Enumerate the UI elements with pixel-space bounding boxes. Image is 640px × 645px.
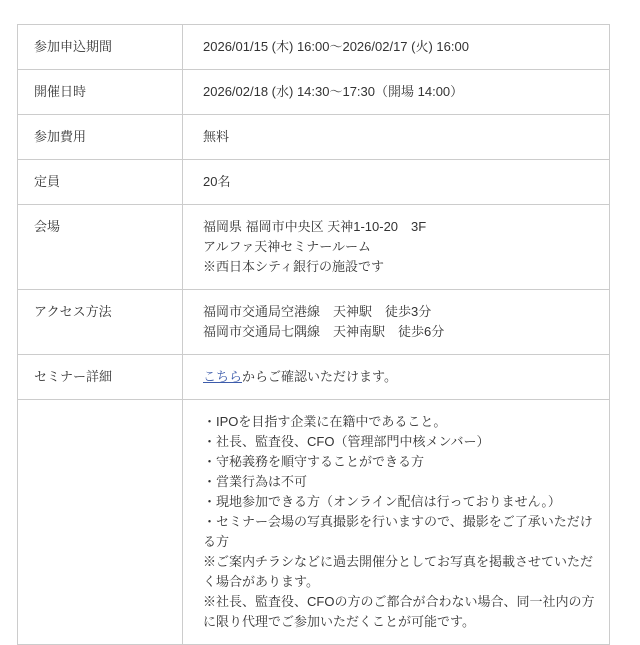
table-row-conditions — [18, 400, 610, 645]
link-following-text: からご確認いただけます。 — [242, 369, 397, 384]
row-label: 会場 — [18, 205, 183, 290]
row-label: セミナー詳細 — [18, 355, 183, 400]
condition-note: ※社長、監査役、CFOの方のご都合が合わない場合、同一社内の方に限り代理でご参加いただくことが可能です。 — [203, 594, 595, 629]
cell-line: 無料 — [203, 129, 230, 144]
row-value — [183, 25, 610, 70]
row-value — [183, 290, 610, 355]
cell-line: 福岡市交通局七隅線 天神南駅 徒歩6分 — [203, 324, 445, 339]
row-label: アクセス方法 — [18, 290, 183, 355]
table-row-application-period — [18, 25, 610, 70]
kochira-details-link[interactable]: こちら — [203, 369, 243, 384]
condition-item: ・守秘義務を順守することができる方 — [203, 454, 425, 469]
condition-item: ・営業行為は不可 — [203, 474, 308, 489]
cell-line: アルファ天神セミナールーム — [203, 239, 371, 254]
row-value — [183, 70, 610, 115]
table-row-access — [18, 290, 610, 355]
row-label — [18, 400, 183, 645]
row-label: 参加費用 — [18, 115, 183, 160]
cell-line: ※西日本シティ銀行の施設です — [203, 259, 384, 274]
cell-line: 2026/01/15 (木) 16:00〜2026/02/17 (火) 16:00 — [203, 39, 469, 54]
row-label: 開催日時 — [18, 70, 183, 115]
seminar-info-table — [17, 24, 610, 645]
condition-note: ※ご案内チラシなどに過去開催分としてお写真を掲載させていただく場合があります。 — [203, 554, 594, 589]
row-value — [183, 205, 610, 290]
row-label: 定員 — [18, 160, 183, 205]
cell-line: 福岡県 福岡市中央区 天神1-10-20 3F — [203, 219, 427, 234]
condition-item: ・社長、監査役、CFO（管理部門中核メンバー） — [203, 434, 490, 449]
table-row-venue — [18, 205, 610, 290]
row-value — [183, 400, 610, 645]
table-row-capacity — [18, 160, 610, 205]
cell-line — [203, 367, 595, 387]
table-row-fee — [18, 115, 610, 160]
row-value — [183, 355, 610, 400]
cell-line: 福岡市交通局空港線 天神駅 徒歩3分 — [203, 304, 432, 319]
row-label: 参加申込期間 — [18, 25, 183, 70]
row-value — [183, 160, 610, 205]
table-row-seminar-details — [18, 355, 610, 400]
table-row-event-datetime — [18, 70, 610, 115]
cell-line: 20名 — [203, 174, 231, 189]
condition-item: ・現地参加できる方（オンライン配信は行っておりません。） — [203, 494, 561, 509]
cell-line: 2026/02/18 (水) 14:30〜17:30（開場 14:00） — [203, 84, 464, 99]
row-value — [183, 115, 610, 160]
condition-item: ・IPOを目指す企業に在籍中であること。 — [203, 414, 447, 429]
condition-item: ・セミナー会場の写真撮影を行いますので、撮影をご了承いただける方 — [203, 514, 593, 549]
